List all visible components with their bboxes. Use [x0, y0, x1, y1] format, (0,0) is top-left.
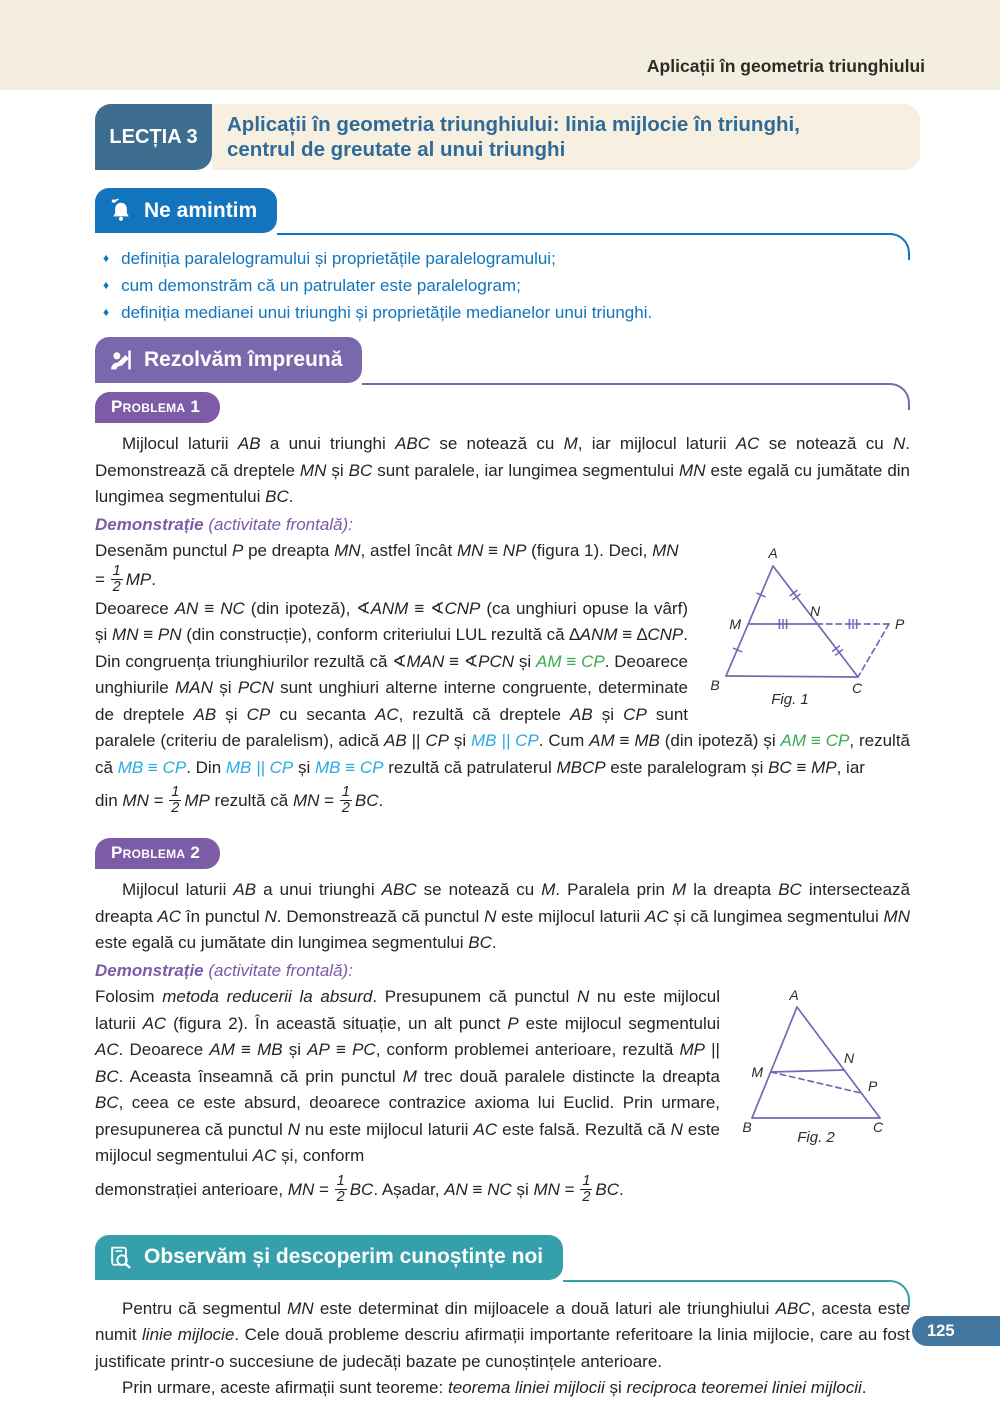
ne-amintim-title: Ne amintim	[144, 198, 258, 222]
observam-badge	[95, 1235, 563, 1280]
section-rezolvam-header	[95, 337, 910, 383]
diamond-bullet-icon: ♦	[103, 305, 110, 319]
lesson-title-line-2: centrul de greutate al unui triunghi	[227, 138, 566, 161]
problema-1-demonstration	[95, 538, 910, 820]
demo-label-word: Demonstrație	[95, 960, 204, 980]
demo-1-paragraph: Desenăm punctul P pe dreapta MN, astfel încât MN ≡ NP (figura 1). Deci, MN = $\frac{1}{2}$ MP.	[95, 541, 679, 595]
fig2-label-m: M	[751, 1064, 763, 1080]
figure-1	[698, 544, 910, 714]
problema-2-badge: Problema 2	[95, 838, 220, 869]
bell-icon	[107, 197, 134, 224]
diamond-bullet-icon: ♦	[103, 251, 110, 265]
fig1-label-b: B	[710, 677, 720, 693]
ne-amintim-list	[95, 245, 910, 326]
problema-1-badge: Problema 1	[95, 392, 220, 423]
fig2-label-a: A	[789, 987, 799, 1003]
section-ne-amintim-header	[95, 188, 910, 233]
observam-title: Observăm și descoperim cunoștințe noi	[144, 1245, 544, 1268]
fig1-label-m: M	[729, 616, 741, 632]
demo-1-paragraph: Deoarece AN ≡ NC (din ipoteză), ∢ANM ≡ ∢CNP (ca unghiuri opuse la vârf) și MN ≡ PN (din construcție), conform criteriului LUL rezultă că ∆ANM ≡ ∆CNP. Din congruența triunghiurilor rezultă că ∢MAN ≡ ∢PCN și AM ≡ CP. Deoarece unghiurile MAN și PCN sunt unghiuri alterne interne congruente, determinate de dreptele AB și CP cu secanta AC, rezultă că dreptele AB și CP sunt paralele (criteriu de paralelism), adică AB || CP și MB || CP. Cum AM ≡ MB (din ipoteză) și AM ≡ CP, rezultă că MB ≡ CP. Din MB || CP și MB ≡ CP rezultă că patrulaterul MBCP este paralelogram și BC ≡ MP, iar	[95, 598, 910, 777]
observam-paragraph: Pentru că segmentul MN este determinat din mijloacele a două laturi ale triunghiului ABC, acesta este numit linie mijlocie. Cele două probleme descriu afirmații importante referitoare la linia mijlocie, care au fost justificate printr-o succesiune de judecăți bazate pe cunoștințele anterioare.	[95, 1298, 911, 1371]
problema-2-demo-label	[95, 958, 910, 985]
writing-person-icon	[107, 347, 134, 374]
demo-2-paragraph: Folosim metoda reducerii la absurd. Presupunem că punctul N nu este mijlocul laturii AC (figura 2). În această situație, un alt punct P este mijlocul segmentului AC. Deoarece AM ≡ MB și AP ≡ PC, conform problemei anterioare, rezultă MP || BC. Aceasta înseamnă că prin punctul M trec două paralele distincte la dreapta BC, ceea ce este absurd, deoarece contrazice axioma lui Euclid. Prin urmare, presupunerea că punctul N nu este mijlocul laturii AC este falsă. Rezultă că N este mijlocul segmentului AC și, conform	[95, 987, 721, 1165]
list-item	[95, 299, 910, 326]
bullet-text: definiția medianei unui triunghi și proprietățile medianelor unui triunghi.	[121, 303, 653, 322]
ne-amintim-badge	[95, 188, 277, 233]
problema-1-statement: Mijlocul laturii AB a unui triunghi ABC se notează cu M, iar mijlocul laturii AC se notează cu N. Demonstrează că dreptele MN și BC sunt paralele, iar lungimea segmentului MN este egală cu jumătate din lungimea segmentului BC.	[95, 434, 910, 506]
lesson-title	[212, 104, 920, 170]
demo-2-conclusion-formula: demonstrației anterioare, MN = $\frac{1}{2}$ BC. Așadar, AN ≡ NC și MN = $\frac{1}{2}$ BC.	[95, 1172, 624, 1205]
fig2-label-c: C	[872, 1119, 884, 1135]
rezolvam-rule	[362, 383, 910, 410]
bullet-text: cum demonstrăm că un patrulater este paralelogram;	[121, 276, 521, 295]
demo-label-note: (activitate frontală):	[203, 960, 353, 980]
running-head: Aplicații în geometria triunghiului	[646, 56, 925, 76]
figure-2-caption: Fig. 2	[797, 1129, 835, 1146]
figure-2	[730, 987, 910, 1148]
demo-1-conclusion-formula: din MN = $\frac{1}{2}$ MP rezultă că MN = $\frac{1}{2}$ BC.	[95, 784, 384, 816]
lesson-banner	[95, 104, 920, 170]
fig2-label-b: B	[742, 1119, 752, 1135]
book-magnifier-icon	[107, 1244, 134, 1271]
fig1-label-n: N	[809, 603, 821, 619]
observam-paragraph: Prin urmare, aceste afirmații sunt teoreme: teorema liniei mijlocii și reciproca teoremei liniei mijlocii.	[122, 1378, 867, 1397]
demo-label-note: (activitate frontală):	[203, 514, 353, 534]
figure-2-drawing	[730, 987, 910, 1148]
list-item	[95, 272, 910, 299]
top-band	[0, 0, 1000, 90]
page-content	[0, 104, 1000, 1402]
list-item	[95, 245, 910, 272]
rezolvam-title: Rezolvăm împreună	[144, 348, 343, 371]
figure-1-drawing	[698, 544, 910, 714]
fig1-label-p: P	[895, 616, 905, 632]
fig2-label-n: N	[843, 1050, 855, 1066]
fig1-label-c: C	[851, 680, 863, 696]
rezolvam-badge	[95, 337, 362, 383]
problema-1-demo-label	[95, 512, 910, 539]
page-number-badge: 125	[912, 1316, 1000, 1346]
problema-2-statement: Mijlocul laturii AB a unui triunghi ABC se notează cu M. Paralela prin M la dreapta BC intersectează dreapta AC în punctul N. Demonstrează că punctul N este mijlocul laturii AC și că lungimea segmentului MN este egală cu jumătate din lungimea segmentului BC.	[95, 880, 910, 952]
figure-1-caption: Fig. 1	[771, 691, 809, 708]
diamond-bullet-icon: ♦	[103, 278, 110, 292]
demo-label-word: Demonstrație	[95, 514, 204, 534]
fig1-label-a: A	[768, 545, 778, 561]
problema-2-demonstration	[95, 984, 910, 1209]
bullet-text: definiția paralelogramului și proprietățile paralelogramului;	[121, 249, 556, 268]
lesson-number-badge: LECȚIA 3	[95, 104, 212, 170]
fig2-label-p: P	[868, 1078, 878, 1094]
lesson-title-line-1: Aplicații în geometria triunghiului: linia mijlocie în triunghi,	[227, 113, 800, 136]
section-observam-header	[95, 1235, 910, 1280]
